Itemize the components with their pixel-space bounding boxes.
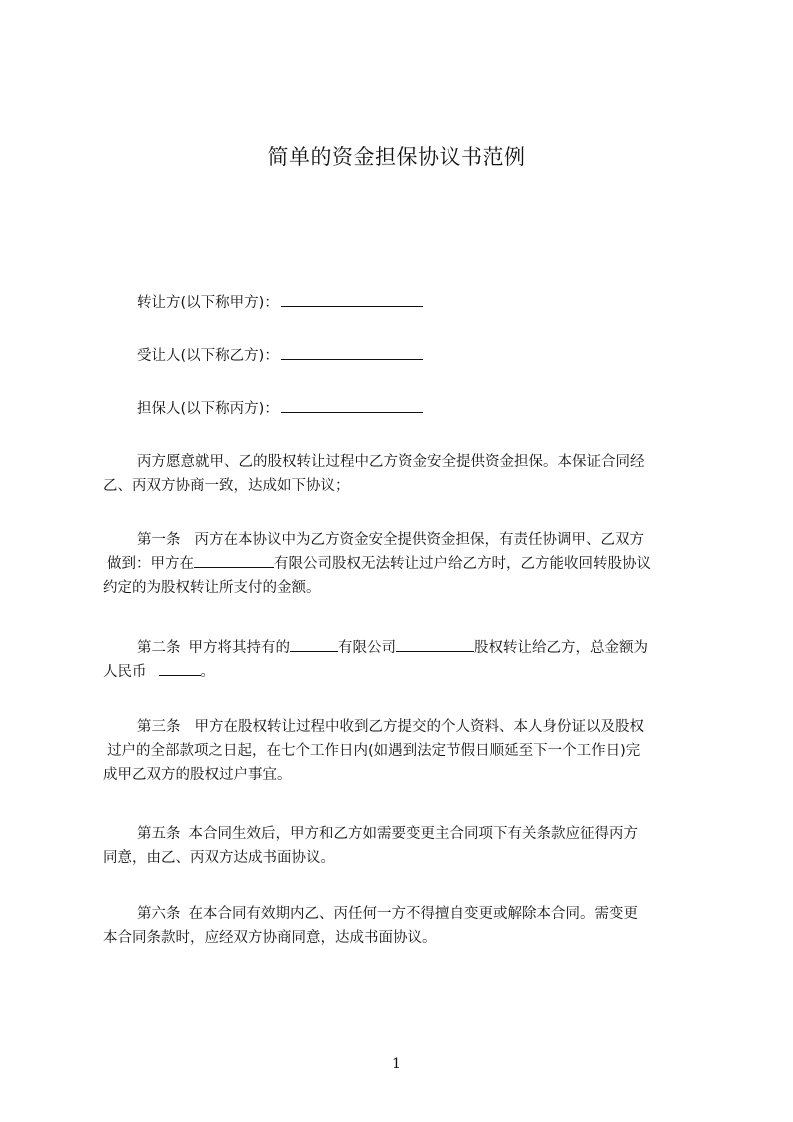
article-1-text-2a: 做到：甲方在 bbox=[107, 556, 194, 572]
article-3 bbox=[103, 715, 703, 787]
article-3-heading: 第三条 bbox=[137, 719, 181, 735]
article-1-line-3: 约定的为股权转让所支付的金额。 bbox=[103, 580, 321, 596]
party-guarantor bbox=[137, 398, 423, 419]
party-transferor-blank bbox=[281, 292, 423, 307]
article-2 bbox=[103, 636, 703, 684]
article-6-line-1 bbox=[103, 902, 703, 926]
document-title: 简单的资金担保协议书范例 bbox=[267, 145, 526, 169]
article-1 bbox=[103, 528, 703, 600]
party-transferee-label: 受让人(以下称乙方)： bbox=[137, 348, 279, 364]
party-guarantor-blank bbox=[281, 398, 423, 413]
article-2-line-2 bbox=[103, 660, 703, 684]
article-5-line-2: 同意，由乙、丙双方达成书面协议。 bbox=[103, 850, 335, 866]
article-2-heading: 第二条 bbox=[137, 640, 181, 656]
article-2-text-2a: 人民币 bbox=[103, 664, 147, 680]
article-1-line-2 bbox=[103, 552, 703, 576]
article-3-text-1: 甲方在股权转让过程中收到乙方提交的个人资料、本人身份证以及股权 bbox=[194, 719, 644, 735]
preamble-paragraph bbox=[103, 450, 703, 498]
article-2-holder-blank bbox=[290, 637, 338, 652]
article-2-text-1b: 有限公司 bbox=[338, 640, 396, 656]
article-1-company-blank bbox=[194, 553, 274, 568]
article-1-heading: 第一条 bbox=[137, 532, 181, 548]
party-transferor bbox=[137, 292, 423, 313]
article-3-line-2: 过户的全部款项之日起，在七个工作日内(如遇到法定节假日顺延至下一个工作日)完 bbox=[107, 743, 641, 759]
article-6-text-1: 在本合同有效期内乙、丙任何一方不得擅自变更或解除本合同。需变更 bbox=[188, 906, 638, 922]
article-6-line-2: 本合同条款时，应经双方协商同意，达成书面协议。 bbox=[103, 930, 437, 946]
party-transferee-blank bbox=[281, 345, 423, 360]
article-6 bbox=[103, 902, 703, 950]
article-5-heading: 第五条 bbox=[137, 826, 181, 842]
article-1-line-1 bbox=[103, 528, 703, 552]
article-5-line-1 bbox=[103, 822, 703, 846]
party-guarantor-label: 担保人(以下称丙方)： bbox=[137, 401, 279, 417]
article-2-text-1c: 股权转让给乙方，总金额为 bbox=[474, 640, 648, 656]
article-2-line-1 bbox=[103, 636, 703, 660]
article-2-text-2b: 。 bbox=[200, 664, 215, 680]
party-transferor-label: 转让方(以下称甲方)： bbox=[137, 295, 279, 311]
article-2-amount-blank bbox=[159, 661, 201, 676]
article-3-line-1 bbox=[103, 715, 703, 739]
page-number: 1 bbox=[392, 1056, 401, 1072]
article-1-text-1: 丙方在本协议中为乙方资金安全提供资金担保，有责任协调甲、乙双方 bbox=[194, 532, 644, 548]
article-2-company-blank bbox=[396, 637, 474, 652]
article-5 bbox=[103, 822, 703, 870]
article-1-text-2b: 有限公司股权无法转让过户给乙方时，乙方能收回转股协议 bbox=[274, 556, 651, 572]
party-transferee bbox=[137, 345, 423, 366]
preamble-line-1: 丙方愿意就甲、乙的股权转让过程中乙方资金安全提供资金担保。本保证合同经 bbox=[137, 454, 645, 470]
preamble-line-2: 乙、丙双方协商一致，达成如下协议； bbox=[103, 478, 350, 494]
article-3-line-3: 成甲乙双方的股权过户事宜。 bbox=[103, 767, 292, 783]
article-5-text-1: 本合同生效后，甲方和乙方如需要变更主合同项下有关条款应征得丙方 bbox=[188, 826, 638, 842]
article-6-heading: 第六条 bbox=[137, 906, 181, 922]
article-2-text-1a: 甲方将其持有的 bbox=[188, 640, 290, 656]
